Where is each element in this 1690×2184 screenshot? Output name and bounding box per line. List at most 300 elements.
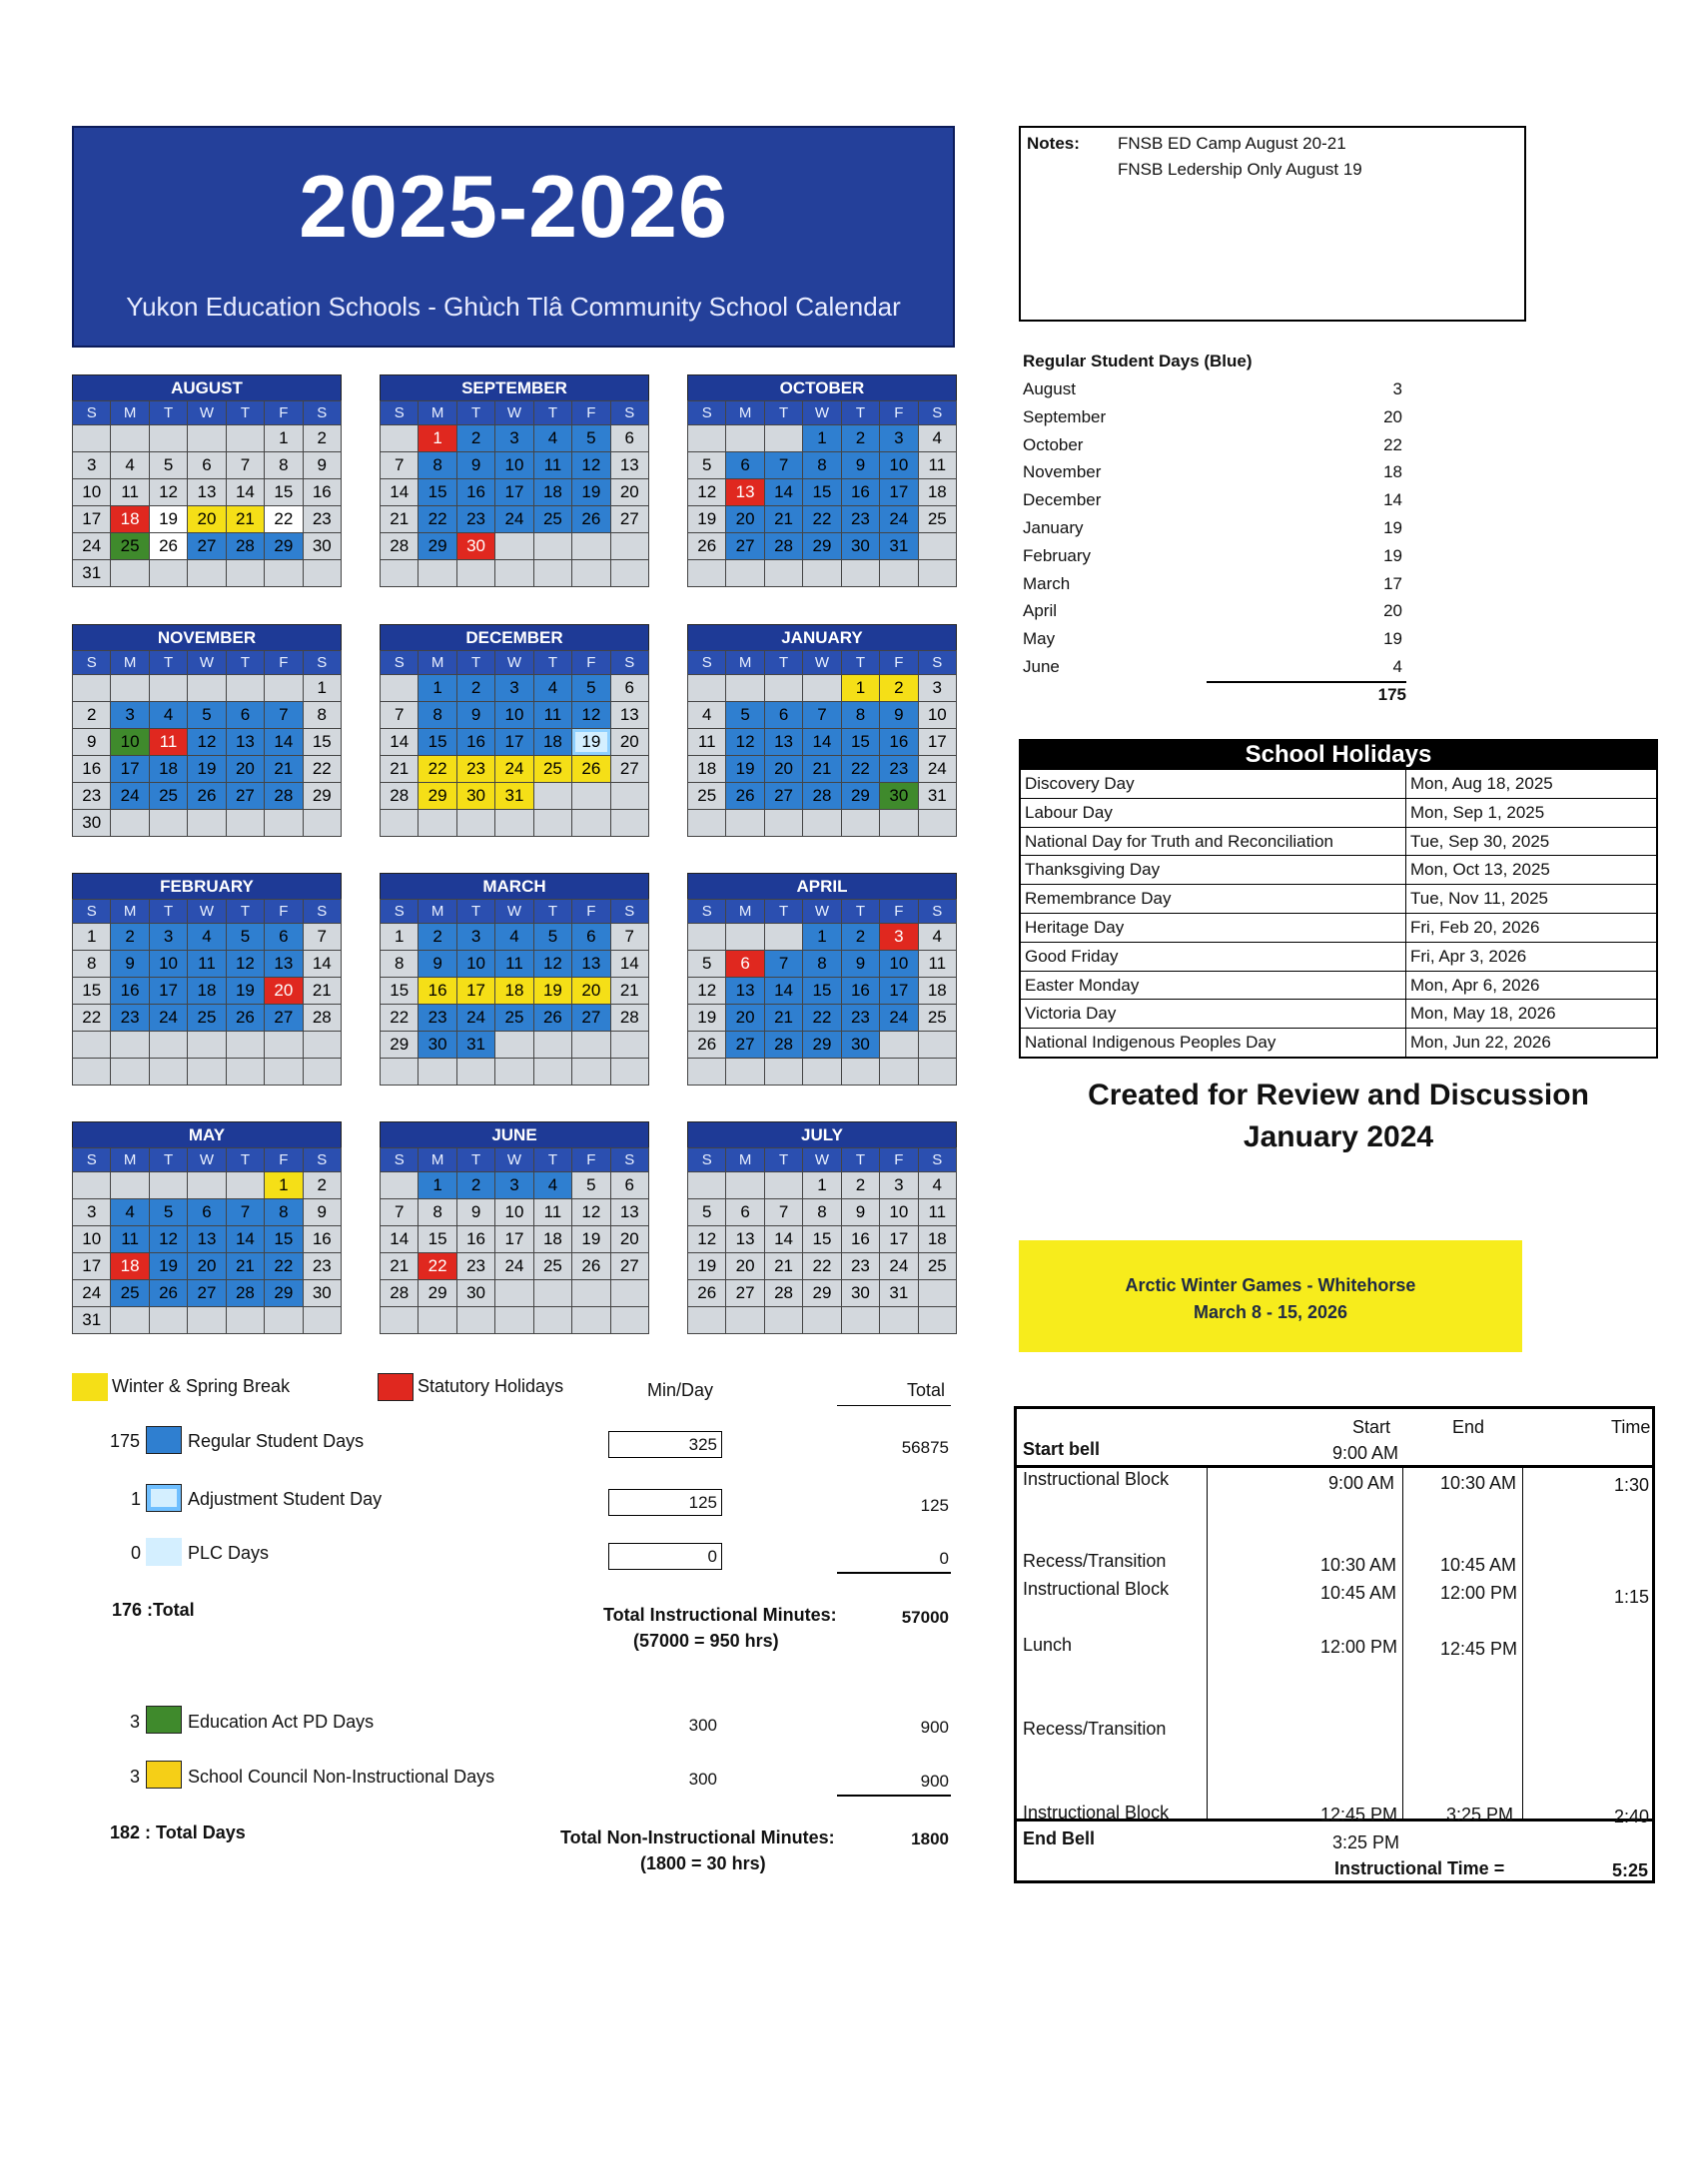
- day-cell: 14: [227, 1226, 265, 1253]
- empty-cell: [765, 1059, 803, 1086]
- day-cell: 11: [111, 479, 149, 506]
- day-cell: 10: [495, 1199, 533, 1226]
- day-cell: 6: [726, 452, 764, 479]
- day-cell: 28: [803, 783, 841, 810]
- holiday-row: [1021, 855, 1656, 884]
- day-cell: 19: [572, 729, 610, 756]
- day-cell: 21: [381, 506, 419, 533]
- month-name: March: [1023, 573, 1071, 593]
- day-cell: 6: [726, 951, 764, 978]
- empty-cell: [919, 533, 957, 560]
- day-cell: 2: [457, 425, 495, 452]
- col-start: Start: [1352, 1417, 1391, 1437]
- day-cell: 29: [419, 783, 456, 810]
- day-cell: 16: [304, 479, 342, 506]
- day-cell: 22: [73, 1005, 111, 1032]
- empty-cell: [419, 810, 456, 837]
- day-cell: 21: [765, 1005, 803, 1032]
- day-cell: 10: [880, 951, 918, 978]
- empty-cell: [73, 1032, 111, 1059]
- day-cell: 30: [304, 533, 342, 560]
- council-min-day: 300: [688, 1770, 717, 1789]
- holiday-name: Remembrance Day: [1021, 885, 1406, 913]
- day-cell: 2: [304, 425, 342, 452]
- holidays-title: School Holidays: [1021, 741, 1656, 769]
- ib2-start: 10:45 AM: [1320, 1583, 1397, 1603]
- day-cell: 16: [304, 1226, 342, 1253]
- day-cell: 1: [381, 924, 419, 951]
- weekday-header: F: [265, 401, 303, 425]
- day-cell: 21: [765, 506, 803, 533]
- empty-cell: [495, 1307, 533, 1334]
- empty-cell: [227, 810, 265, 837]
- month-grid: [380, 400, 649, 587]
- empty-cell: [495, 533, 533, 560]
- empty-cell: [534, 1280, 572, 1307]
- total-header: Total: [907, 1380, 946, 1400]
- day-cell: 31: [880, 1280, 918, 1307]
- empty-cell: [73, 1172, 111, 1199]
- day-cell: 9: [457, 1199, 495, 1226]
- day-cell: 4: [688, 702, 726, 729]
- weekday-header: W: [188, 1148, 226, 1172]
- day-cell: 23: [457, 1253, 495, 1280]
- day-cell: 24: [880, 1253, 918, 1280]
- empty-cell: [534, 533, 572, 560]
- day-cell: 11: [688, 729, 726, 756]
- day-cell: 6: [611, 1172, 649, 1199]
- day-cell: 26: [188, 783, 226, 810]
- empty-cell: [265, 560, 303, 587]
- month-title: JANUARY: [687, 624, 957, 650]
- day-cell: 27: [611, 1253, 649, 1280]
- day-cell: 14: [381, 1226, 419, 1253]
- day-cell: 1: [419, 675, 456, 702]
- end-bell-label: End Bell: [1023, 1828, 1096, 1848]
- day-cell: 10: [457, 951, 495, 978]
- day-cell: 19: [688, 1253, 726, 1280]
- weekday-header: W: [803, 651, 841, 675]
- day-cell: 8: [419, 702, 456, 729]
- day-cell: 8: [803, 951, 841, 978]
- day-cell: 19: [572, 1226, 610, 1253]
- day-cell: 23: [842, 1005, 880, 1032]
- day-cell: 14: [381, 479, 419, 506]
- day-cell: 23: [842, 506, 880, 533]
- day-cell: 10: [495, 452, 533, 479]
- ib1-time: 1:30: [1614, 1475, 1650, 1495]
- day-cell: 12: [688, 1226, 726, 1253]
- holiday-date: Mon, Aug 18, 2025: [1410, 774, 1553, 793]
- instructional-block-1: Instructional Block: [1023, 1469, 1170, 1489]
- day-cell: 30: [73, 810, 111, 837]
- weekday-header: S: [73, 1148, 111, 1172]
- empty-cell: [495, 560, 533, 587]
- banner-subtitle: Yukon Education Schools - Ghùch Tlâ Community School Calendar: [126, 292, 901, 322]
- empty-cell: [688, 924, 726, 951]
- day-cell: 17: [880, 479, 918, 506]
- pd-label: Education Act PD Days: [188, 1712, 375, 1732]
- weekday-header: M: [111, 651, 149, 675]
- day-cell: 15: [419, 479, 456, 506]
- month-name: October: [1023, 434, 1084, 454]
- notes-label: Notes:: [1027, 134, 1080, 153]
- weekday-header: F: [572, 1148, 610, 1172]
- day-cell: 31: [919, 783, 957, 810]
- holiday-date: Fri, Feb 20, 2026: [1410, 917, 1540, 937]
- weekday-header: T: [227, 651, 265, 675]
- month-june: [380, 1121, 649, 1334]
- day-cell: 13: [726, 479, 764, 506]
- weekday-header: M: [726, 1148, 764, 1172]
- day-cell: 14: [265, 729, 303, 756]
- month-name: December: [1023, 490, 1102, 510]
- day-cell: 11: [188, 951, 226, 978]
- adjustment-min-day: 125: [608, 1489, 722, 1516]
- day-cell: 18: [534, 479, 572, 506]
- empty-cell: [611, 1032, 649, 1059]
- day-cell: 12: [572, 1199, 610, 1226]
- day-cell: 8: [419, 452, 456, 479]
- holiday-row: [1021, 971, 1656, 1000]
- month-title: DECEMBER: [380, 624, 649, 650]
- day-cell: 17: [150, 978, 188, 1005]
- month-name: June: [1023, 656, 1060, 676]
- day-cell: 9: [842, 951, 880, 978]
- tim-note: (57000 = 950 hrs): [633, 1631, 779, 1651]
- day-cell: 16: [842, 479, 880, 506]
- empty-cell: [188, 1032, 226, 1059]
- day-cell: 26: [227, 1005, 265, 1032]
- empty-cell: [880, 1059, 918, 1086]
- day-cell: 8: [803, 1199, 841, 1226]
- month-grid: [380, 899, 649, 1086]
- day-cell: 8: [419, 1199, 456, 1226]
- day-cell: 20: [726, 1005, 764, 1032]
- day-cell: 10: [150, 951, 188, 978]
- day-cell: 28: [227, 1280, 265, 1307]
- day-count: 4: [1392, 656, 1402, 676]
- holiday-date: Mon, Sep 1, 2025: [1410, 802, 1545, 822]
- school-holidays-table: [1019, 739, 1658, 1059]
- day-cell: 20: [572, 978, 610, 1005]
- day-cell: 16: [419, 978, 456, 1005]
- empty-cell: [688, 810, 726, 837]
- weekday-header: M: [419, 900, 456, 924]
- day-cell: 28: [611, 1005, 649, 1032]
- day-cell: 21: [381, 1253, 419, 1280]
- day-cell: 26: [688, 1032, 726, 1059]
- rt1-start: 10:30 AM: [1320, 1555, 1397, 1575]
- empty-cell: [803, 1307, 841, 1334]
- day-cell: 6: [265, 924, 303, 951]
- empty-cell: [726, 560, 764, 587]
- day-cell: 11: [150, 729, 188, 756]
- month-title: NOVEMBER: [72, 624, 342, 650]
- day-cell: 28: [265, 783, 303, 810]
- weekday-header: M: [726, 651, 764, 675]
- empty-cell: [765, 560, 803, 587]
- regular-label: Regular Student Days: [188, 1431, 365, 1451]
- day-cell: 25: [495, 1005, 533, 1032]
- review-line: Created for Review and Discussion: [1088, 1079, 1589, 1111]
- empty-cell: [227, 425, 265, 452]
- empty-cell: [304, 1059, 342, 1086]
- notes-box: [1019, 126, 1526, 322]
- day-cell: 18: [534, 1226, 572, 1253]
- empty-cell: [765, 1307, 803, 1334]
- empty-cell: [880, 1032, 918, 1059]
- day-cell: 5: [188, 702, 226, 729]
- day-cell: 22: [419, 756, 456, 783]
- holiday-name: Victoria Day: [1021, 1000, 1406, 1028]
- day-cell: 6: [611, 425, 649, 452]
- month-grid: [380, 650, 649, 837]
- lunch-end: 12:45 PM: [1440, 1639, 1518, 1659]
- day-cell: 4: [919, 1172, 957, 1199]
- day-cell: 21: [803, 756, 841, 783]
- day-cell: 12: [688, 978, 726, 1005]
- weekday-header: W: [188, 651, 226, 675]
- empty-cell: [381, 1059, 419, 1086]
- weekday-header: W: [188, 900, 226, 924]
- empty-cell: [880, 560, 918, 587]
- day-cell: 23: [111, 1005, 149, 1032]
- day-cell: 10: [495, 702, 533, 729]
- day-cell: 18: [150, 756, 188, 783]
- col-time: Time: [1611, 1417, 1651, 1437]
- day-cell: 12: [534, 951, 572, 978]
- day-cell: 24: [73, 533, 111, 560]
- plc-label: PLC Days: [188, 1543, 270, 1563]
- weekday-header: T: [150, 1148, 188, 1172]
- arctic-winter-games-banner: [1019, 1240, 1522, 1352]
- weekday-header: S: [381, 900, 419, 924]
- day-cell: 27: [188, 533, 226, 560]
- tim-label: Total Instructional Minutes:: [603, 1605, 837, 1625]
- recess-transition-1: Recess/Transition: [1023, 1551, 1167, 1571]
- day-cell: 25: [150, 783, 188, 810]
- day-cell: 27: [611, 756, 649, 783]
- day-cell: 30: [842, 533, 880, 560]
- day-cell: 1: [419, 425, 456, 452]
- col-end: End: [1452, 1417, 1485, 1437]
- day-cell: 19: [688, 1005, 726, 1032]
- adjustment-label: Adjustment Student Day: [188, 1489, 383, 1509]
- adjustment-total: 125: [920, 1496, 949, 1515]
- empty-cell: [919, 810, 957, 837]
- empty-cell: [688, 560, 726, 587]
- month-title: JUNE: [380, 1121, 649, 1147]
- day-cell: 16: [73, 756, 111, 783]
- empty-cell: [265, 1059, 303, 1086]
- day-cell: 17: [73, 506, 111, 533]
- month-december: [380, 624, 649, 837]
- day-cell: 15: [419, 729, 456, 756]
- month-grid: [687, 400, 957, 587]
- empty-cell: [265, 810, 303, 837]
- empty-cell: [688, 1307, 726, 1334]
- day-cell: 6: [572, 924, 610, 951]
- day-cell: 8: [842, 702, 880, 729]
- day-cell: 28: [381, 533, 419, 560]
- empty-cell: [381, 1307, 419, 1334]
- day-cell: 15: [803, 1226, 841, 1253]
- day-cell: 31: [880, 533, 918, 560]
- day-cell: 1: [803, 425, 841, 452]
- day-cell: 5: [572, 1172, 610, 1199]
- day-cell: 20: [611, 479, 649, 506]
- holiday-row: [1021, 798, 1656, 827]
- day-cell: 2: [419, 924, 456, 951]
- day-cell: 18: [188, 978, 226, 1005]
- day-cell: 26: [572, 506, 610, 533]
- empty-cell: [611, 560, 649, 587]
- day-cell: 13: [572, 951, 610, 978]
- empty-cell: [572, 810, 610, 837]
- day-cell: 24: [495, 756, 533, 783]
- day-cell: 12: [688, 479, 726, 506]
- empty-cell: [765, 1172, 803, 1199]
- day-cell: 31: [73, 1307, 111, 1334]
- day-cell: 15: [73, 978, 111, 1005]
- empty-cell: [726, 1172, 764, 1199]
- day-cell: 12: [572, 702, 610, 729]
- empty-cell: [495, 1280, 533, 1307]
- day-cell: 14: [765, 978, 803, 1005]
- instructional-time-value: 5:25: [1612, 1860, 1649, 1880]
- empty-cell: [227, 1059, 265, 1086]
- weekday-header: T: [765, 900, 803, 924]
- holiday-swatch: [378, 1373, 414, 1401]
- day-count: 19: [1383, 545, 1402, 565]
- day-cell: 11: [919, 1199, 957, 1226]
- day-cell: 11: [919, 452, 957, 479]
- start-bell-label: Start bell: [1023, 1439, 1101, 1459]
- day-cell: 27: [765, 783, 803, 810]
- empty-cell: [765, 425, 803, 452]
- day-count: 18: [1383, 462, 1402, 482]
- council-swatch: [146, 1761, 182, 1789]
- day-cell: 15: [381, 978, 419, 1005]
- weekday-header: S: [381, 1148, 419, 1172]
- day-cell: 9: [842, 1199, 880, 1226]
- holiday-row: [1021, 1028, 1656, 1057]
- day-cell: 7: [227, 452, 265, 479]
- day-cell: 23: [304, 506, 342, 533]
- empty-cell: [880, 810, 918, 837]
- empty-cell: [611, 1059, 649, 1086]
- day-cell: 27: [188, 1280, 226, 1307]
- month-grid: [72, 1147, 342, 1334]
- holiday-date: Mon, Jun 22, 2026: [1410, 1033, 1551, 1053]
- weekday-header: T: [150, 651, 188, 675]
- empty-cell: [111, 1172, 149, 1199]
- day-cell: 20: [188, 1253, 226, 1280]
- weekday-header: T: [765, 401, 803, 425]
- weekday-header: T: [457, 1148, 495, 1172]
- day-cell: 20: [765, 756, 803, 783]
- pd-min-day: 300: [688, 1716, 717, 1735]
- day-cell: 21: [765, 1253, 803, 1280]
- weekday-header: W: [803, 900, 841, 924]
- month-october: [687, 374, 957, 587]
- empty-cell: [611, 1307, 649, 1334]
- day-cell: 30: [457, 783, 495, 810]
- day-cell: 12: [150, 479, 188, 506]
- month-name: May: [1023, 629, 1056, 649]
- day-cell: 20: [611, 1226, 649, 1253]
- tnim-label: Total Non-Instructional Minutes:: [560, 1827, 835, 1847]
- break-swatch: [72, 1373, 108, 1401]
- day-cell: 16: [457, 479, 495, 506]
- day-cell: 28: [304, 1005, 342, 1032]
- day-cell: 7: [265, 702, 303, 729]
- empty-cell: [227, 1032, 265, 1059]
- day-cell: 3: [73, 452, 111, 479]
- day-cell: 2: [457, 1172, 495, 1199]
- empty-cell: [726, 810, 764, 837]
- weekday-header: S: [919, 900, 957, 924]
- weekday-header: W: [495, 651, 533, 675]
- day-cell: 7: [611, 924, 649, 951]
- empty-cell: [688, 425, 726, 452]
- day-cell: 27: [611, 506, 649, 533]
- day-cell: 13: [188, 479, 226, 506]
- empty-cell: [688, 675, 726, 702]
- day-cell: 7: [381, 702, 419, 729]
- tnim-note: (1800 = 30 hrs): [640, 1853, 766, 1873]
- tim-value: 57000: [901, 1608, 949, 1627]
- day-cell: 10: [111, 729, 149, 756]
- day-cell: 5: [688, 452, 726, 479]
- ib3-time: 2:40: [1614, 1807, 1650, 1826]
- day-cell: 28: [381, 783, 419, 810]
- day-cell: 17: [73, 1253, 111, 1280]
- empty-cell: [765, 810, 803, 837]
- day-cell: 28: [381, 1280, 419, 1307]
- day-cell: 19: [726, 756, 764, 783]
- day-cell: 17: [111, 756, 149, 783]
- regular-days-row: [1023, 431, 1402, 459]
- day-cell: 17: [495, 479, 533, 506]
- month-february: [72, 873, 342, 1086]
- empty-cell: [188, 560, 226, 587]
- empty-cell: [111, 1307, 149, 1334]
- day-cell: 10: [880, 1199, 918, 1226]
- day-count: 17: [1383, 573, 1402, 593]
- day-cell: 2: [73, 702, 111, 729]
- day-cell: 23: [419, 1005, 456, 1032]
- day-cell: 4: [534, 425, 572, 452]
- day-cell: 25: [919, 1253, 957, 1280]
- month-january: [687, 624, 957, 837]
- lunch: Lunch: [1023, 1635, 1073, 1655]
- empty-cell: [803, 560, 841, 587]
- awg-title: Arctic Winter Games - Whitehorse: [1125, 1275, 1416, 1295]
- day-count: 19: [1383, 629, 1402, 649]
- day-cell: 25: [688, 783, 726, 810]
- month-name: September: [1023, 406, 1107, 426]
- review-note: [1059, 1075, 1618, 1158]
- day-cell: 1: [265, 425, 303, 452]
- day-cell: 6: [726, 1199, 764, 1226]
- empty-cell: [919, 1059, 957, 1086]
- empty-cell: [534, 1059, 572, 1086]
- month-title: AUGUST: [72, 374, 342, 400]
- day-cell: 10: [73, 479, 111, 506]
- weekday-header: S: [304, 900, 342, 924]
